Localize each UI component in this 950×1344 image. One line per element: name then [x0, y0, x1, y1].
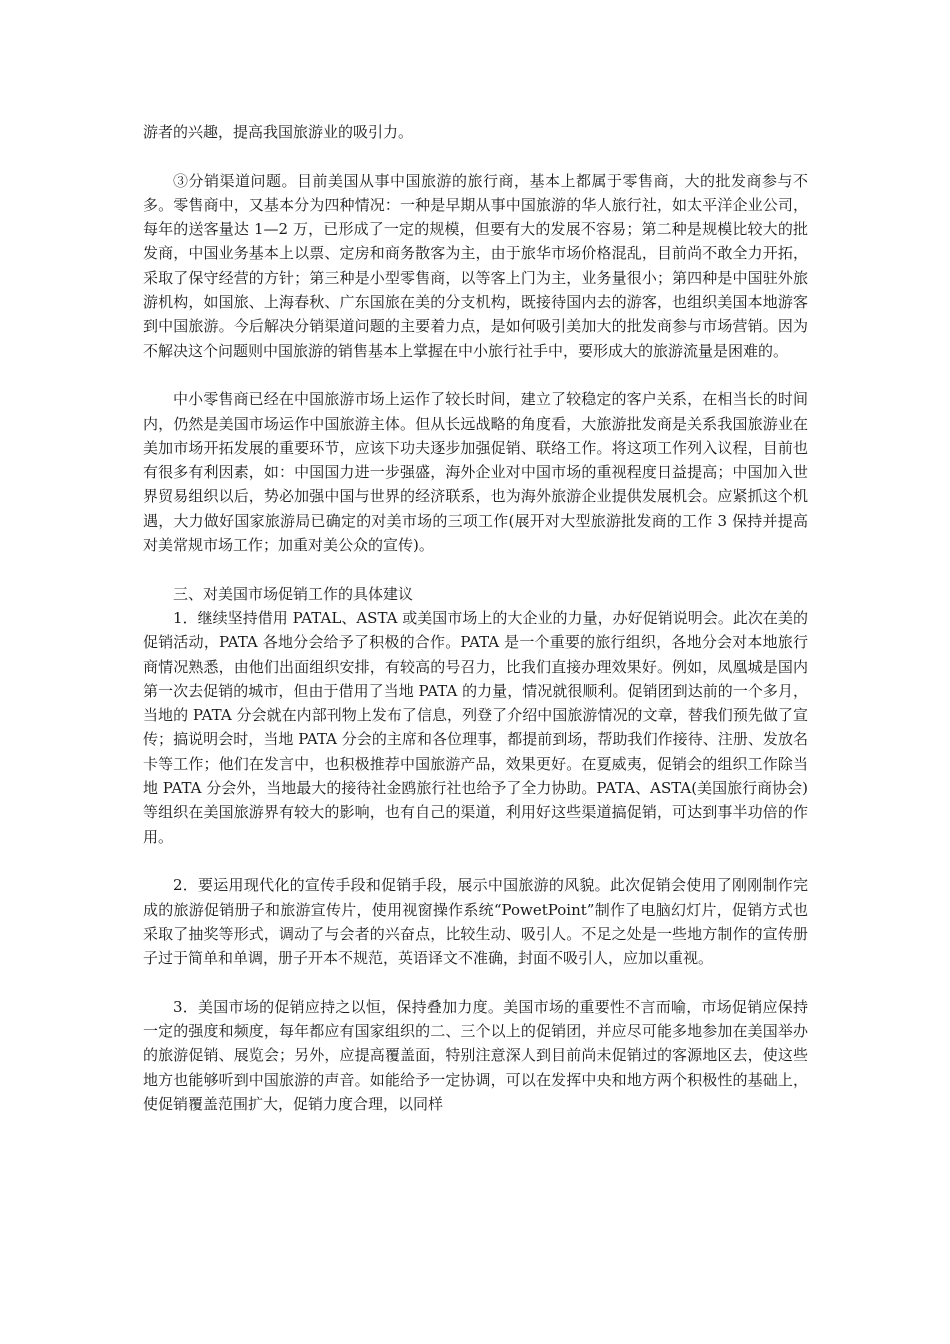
section-heading: 三、对美国市场促销工作的具体建议 [173, 584, 414, 603]
paragraph-distribution-channels: ③分销渠道问题。目前美国从事中国旅游的旅行商，基本上都属于零售商，大的批发商参与不多。零售商中，又基本分为四种情况：一种是早期从事中国旅游的华人旅行社，如太平洋企业公司，每年的送客量达 1—2 万，已形成了一定的规模，但要有大的发展不容易；第二种是规模比较大的批发商，中国业务基本上以票、定房和商务散客为主，由于旅华市场价格混乱，目前尚不敢全力开拓，采取了保守经营的方针；第三种是小型零售商，以等客上门为主，业务量很小；第四种是中国驻外旅游机构，如国旅、上海春秋、广东国旅在美的分支机构，既接待国内去的游客，也组织美国本地游客到中国旅游。今后解决分销渠道问题的主要着力点，是如何吸引美加大的批发商参与市场营销。因为不解决这个问题则中国旅游的销售基本上掌握在中小旅行社手中，要形成大的旅游流量是困难的。 [143, 171, 808, 360]
paragraph-gap [143, 363, 808, 387]
paragraph-retailers: 中小零售商已经在中国旅游市场上运作了较长时间，建立了较稳定的客户关系，在相当长的时间内，仍然是美国市场运作中国旅游主体。但从长远战略的角度看，大旅游批发商是关系我国旅游业在美加市场开拓发展的重要环节，应该下功夫逐步加强促销、联络工作。将这项工作列入议程，目前也有很多有利因素，如：中国国力进一步强盛，海外企业对中国市场的重视程度日益提高；中国加入世界贸易组织以后，势必加强中国与世界的经济联系，也为海外旅游企业提供发展机会。应紧抓这个机遇，大力做好国家旅游局已确定的对美市场的三项工作(展开对大型旅游批发商的工作 3 保持并提高对美常规市场工作；加重对美公众的宣传)。 [143, 390, 808, 555]
paragraph-gap [143, 557, 808, 581]
paragraph-continuation: 游者的兴趣，提高我国旅游业的吸引力。 [143, 123, 414, 141]
paragraph-suggestion-1: 1．继续坚持借用 PATAL、ASTA 或美国市场上的大企业的力量，办好促销说明会。此次在美的促销活动，PATA 各地分会给予了积极的合作。PATA 是一个重要的旅行组织，各地分会对本地旅行商情况熟悉，由他们出面组织安排，有较高的号召力，比我们直接办理效果好。例如，凤凰城是国内第一次去促销的城市，但由于借用了当地 PATA 的力量，情况就很顺利。促销团到达前的一个多月，当地的 PATA 分会就在内部刊物上发布了信息，列登了介绍中国旅游情况的文章，替我们预先做了宣传；搞说明会时，当地 PATA 分会的主席和各位理事，都提前到场，帮助我们作接待、注册、发放名卡等工作；他们在发言中，也积极推荐中国旅游产品，效果更好。在夏威夷，促销会的组织工作除当地 PATA 分会外，当地最大的接待社金鸥旅行社也给予了全力协助。PATA、ASTA(美国旅行商协会)等组织在美国旅游界有较大的影响，也有自己的渠道，利用好这些渠道搞促销，可达到事半功倍的作用。 [143, 608, 808, 846]
paragraph-gap [143, 970, 808, 994]
paragraph-suggestion-2: 2．要运用现代化的宣传手段和促销手段，展示中国旅游的风貌。此次促销会使用了刚刚制作完成的旅游促销册子和旅游宣传片，使用视窗操作系统“PowetPoint”制作了电脑幻灯片，促销方式也采取了抽奖等形式，调动了与会者的兴奋点，比较生动、吸引人。不足之处是一些地方制作的宣传册子过于简单和单调，册子开本不规范，英语译文不准确，封面不吸引人，应加以重视。 [143, 876, 808, 968]
paragraph-suggestion-3: 3．美国市场的促销应持之以恒，保持叠加力度。美国市场的重要性不言而喻，市场促销应保持一定的强度和频度，每年都应有国家组织的二、三个以上的促销团，并应尽可能多地参加在美国举办的旅游促销、展览会；另外，应提高覆盖面，特别注意深人到目前尚未促销过的客源地区去，使这些地方也能够听到中国旅游的声音。如能给予一定协调，可以在发挥中央和地方两个积极性的基础上，使促销覆盖范围扩大，促销力度合理，以同样 [143, 997, 808, 1113]
paragraph-gap [143, 144, 808, 168]
document-page [143, 120, 808, 1116]
paragraph-gap [143, 849, 808, 873]
